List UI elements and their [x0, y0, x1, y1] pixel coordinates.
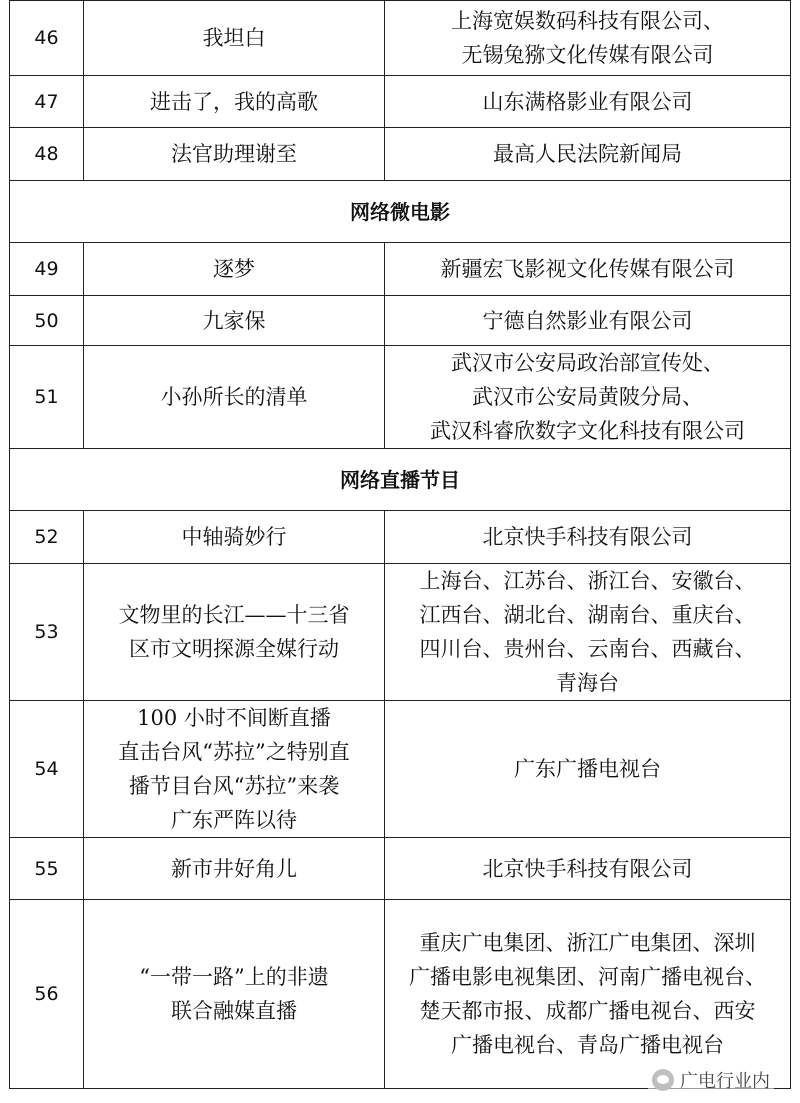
- organization-line: 北京快手科技有限公司: [482, 525, 693, 549]
- work-title-cell: [84, 900, 385, 1089]
- work-title-cell: [84, 701, 385, 838]
- organization-line: 上海台、江苏台、浙江台、安徽台、: [419, 569, 756, 593]
- organization-line: 重庆广电集团、浙江广电集团、深圳: [419, 931, 756, 955]
- work-title-line: 播节目台风“苏拉”来袭: [128, 774, 340, 798]
- row-number: 48: [10, 128, 84, 181]
- work-title-line: 联合融媒直播: [171, 999, 297, 1023]
- organization-line: 青海台: [556, 671, 619, 695]
- organization-line: 武汉市公安局政治部宣传处、: [451, 351, 724, 375]
- table-row: [10, 346, 791, 449]
- organization-cell: [385, 701, 791, 838]
- work-title-line: 九家保: [202, 308, 266, 333]
- work-title-cell: [84, 838, 385, 900]
- organization-line: 广播电影电视集团、河南广播电视台、: [409, 965, 766, 989]
- work-title-line: 广东严阵以待: [171, 808, 297, 832]
- organization-line: 武汉市公安局黄陂分局、: [472, 385, 703, 409]
- organization-line: 江西台、湖北台、湖南台、重庆台、: [419, 603, 756, 627]
- row-number: 51: [10, 346, 84, 449]
- table-row: [10, 564, 791, 701]
- work-title-cell: [84, 564, 385, 701]
- table-row: [10, 128, 791, 181]
- work-title-line: 法官助理谢至: [171, 142, 297, 166]
- organization-line: 山东满格影业有限公司: [482, 89, 693, 114]
- organization-line: 四川台、贵州台、云南台、西藏台、: [419, 637, 756, 661]
- work-title-cell: [84, 243, 385, 296]
- row-number: 49: [10, 243, 84, 296]
- section-title: 网络微电影: [10, 181, 791, 243]
- work-title-line: 直击台风“苏拉”之特别直: [118, 740, 350, 764]
- organization-line: 广东广播电视台: [514, 757, 661, 781]
- row-number: 53: [10, 564, 84, 701]
- organization-cell: [385, 243, 791, 296]
- row-number: 54: [10, 701, 84, 838]
- watermark: [648, 1067, 774, 1093]
- table-row: [10, 1, 791, 76]
- organization-line: 上海宽娱数码科技有限公司、: [451, 9, 724, 33]
- work-title-line: 中轴骑妙行: [181, 525, 287, 549]
- table-row: [10, 511, 791, 564]
- section-row: [10, 449, 791, 511]
- organization-line: 北京快手科技有限公司: [482, 856, 693, 881]
- organization-cell: [385, 838, 791, 900]
- table-row: [10, 838, 791, 900]
- work-title-line: 我坦白: [202, 26, 266, 50]
- organization-cell: [385, 564, 791, 701]
- table-row: [10, 701, 791, 838]
- organization-line: 新疆宏飞影视文化传媒有限公司: [440, 257, 735, 281]
- work-title-line: 区市文明探源全媒行动: [129, 637, 339, 661]
- table-row: [10, 900, 791, 1089]
- organization-line: 最高人民法院新闻局: [493, 142, 682, 166]
- section-title: 网络直播节目: [10, 449, 791, 511]
- award-list-table: [9, 0, 791, 1089]
- watermark-text: 广电行业内: [680, 1071, 770, 1092]
- organization-cell: [385, 1, 791, 76]
- organization-cell: [385, 900, 791, 1089]
- work-title-line: 小孙所长的清单: [160, 385, 308, 409]
- row-number: 52: [10, 511, 84, 564]
- work-title-cell: [84, 296, 385, 346]
- work-title-cell: [84, 128, 385, 181]
- organization-line: 宁德自然影业有限公司: [482, 308, 693, 333]
- work-title-cell: [84, 76, 385, 128]
- organization-cell: [385, 296, 791, 346]
- organization-line: 广播电视台、青岛广播电视台: [451, 1033, 724, 1057]
- work-title-line: 进击了，我的高歌: [150, 89, 318, 114]
- row-number: 50: [10, 296, 84, 346]
- work-title-line: 100 小时不间断直播: [137, 706, 331, 730]
- section-row: [10, 181, 791, 243]
- organization-line: 无锡兔猕文化传媒有限公司: [461, 43, 714, 67]
- work-title-cell: [84, 1, 385, 76]
- work-title-line: “一带一路”上的非遗: [139, 965, 329, 989]
- organization-cell: [385, 128, 791, 181]
- organization-cell: [385, 511, 791, 564]
- organization-cell: [385, 76, 791, 128]
- organization-line: 武汉科睿欣数字文化科技有限公司: [430, 419, 745, 443]
- work-title-line: 逐梦: [213, 257, 255, 281]
- row-number: 55: [10, 838, 84, 900]
- work-title-line: 新市井好角儿: [171, 856, 297, 881]
- row-number: 47: [10, 76, 84, 128]
- organization-cell: [385, 346, 791, 449]
- table-row: [10, 296, 791, 346]
- table-row: [10, 76, 791, 128]
- organization-line: 楚天都市报、成都广播电视台、西安: [419, 999, 756, 1023]
- work-title-cell: [84, 346, 385, 449]
- row-number: 46: [10, 1, 84, 76]
- row-number: 56: [10, 900, 84, 1089]
- work-title-line: 文物里的长江——十三省: [118, 603, 350, 627]
- wechat-icon: [652, 1069, 674, 1091]
- table-row: [10, 243, 791, 296]
- work-title-cell: [84, 511, 385, 564]
